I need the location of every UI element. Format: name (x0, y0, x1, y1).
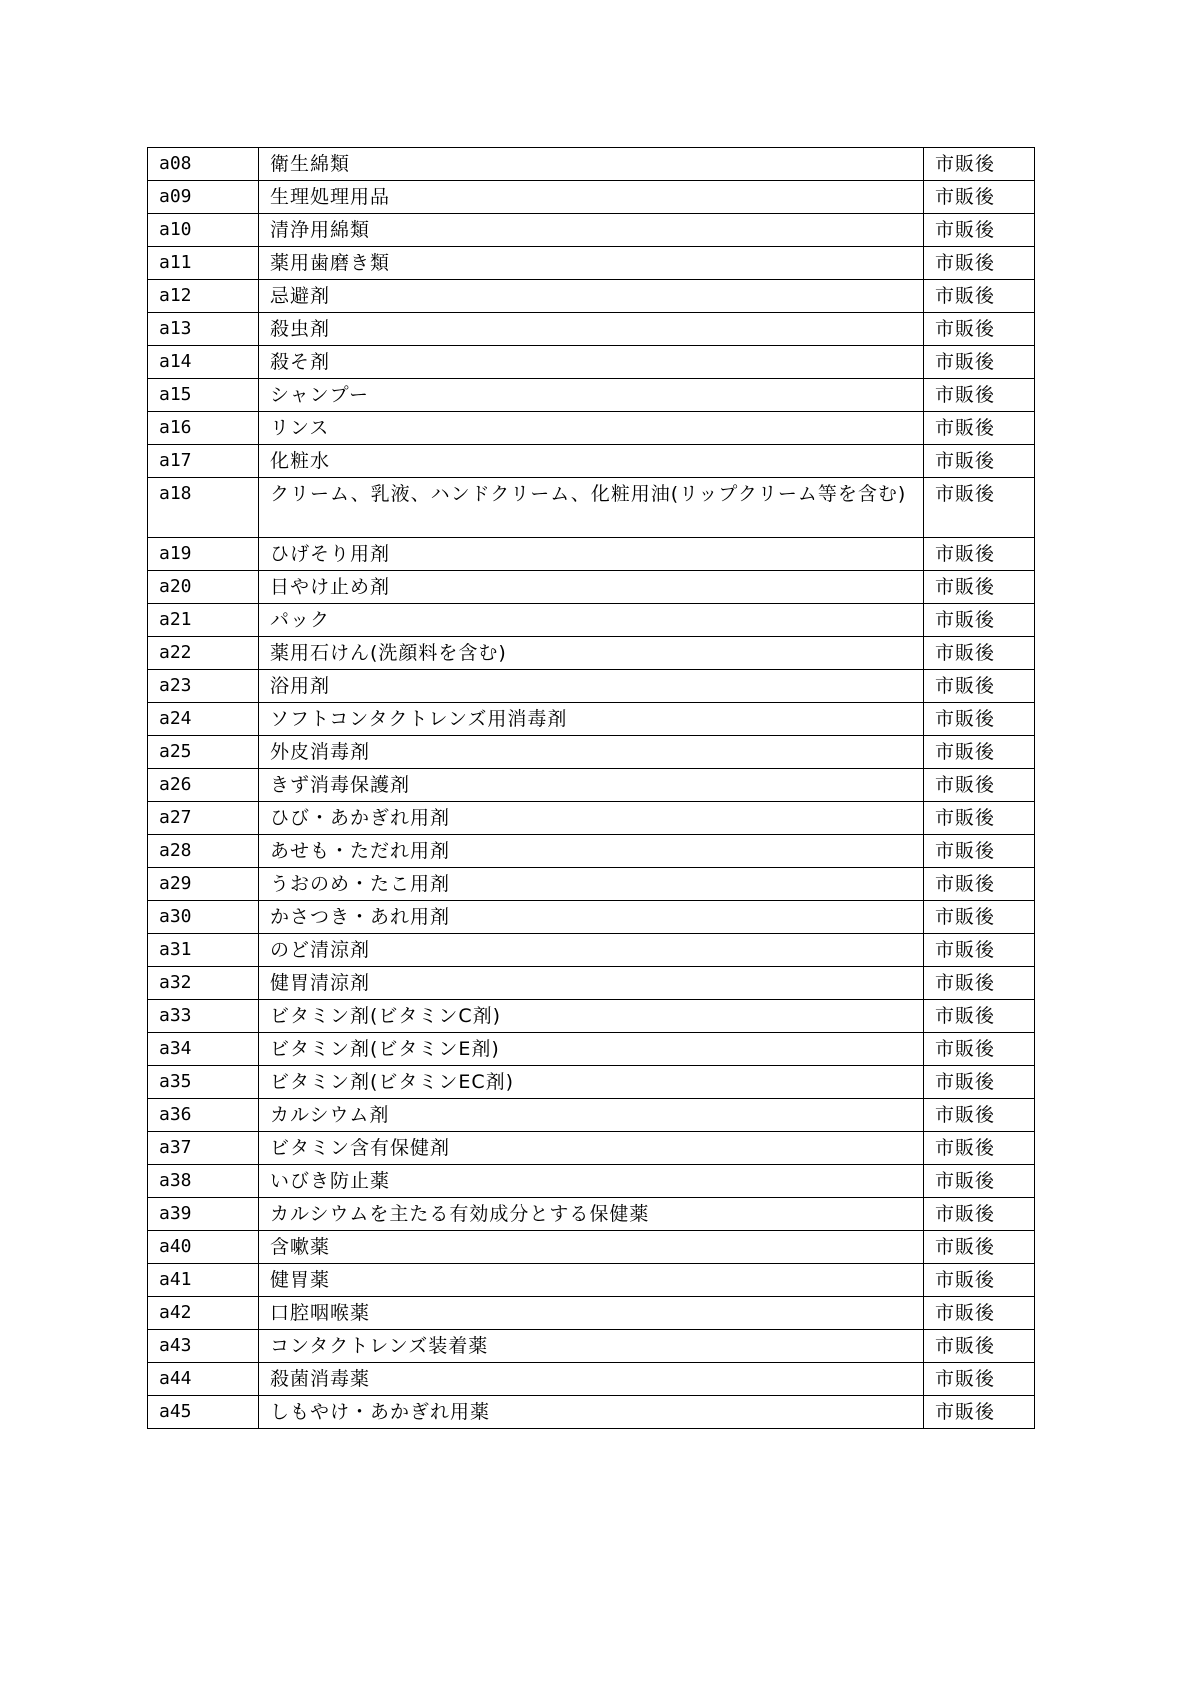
name-cell: リンス (259, 412, 924, 445)
code-cell: a09 (148, 181, 259, 214)
name-cell: のど清涼剤 (259, 934, 924, 967)
code-cell: a08 (148, 148, 259, 181)
table-body (148, 148, 1035, 1429)
code-cell: a39 (148, 1198, 259, 1231)
status-cell: 市販後 (924, 1231, 1035, 1264)
code-cell: a13 (148, 313, 259, 346)
table-row (148, 412, 1035, 445)
name-cell: ビタミン剤(ビタミンC剤) (259, 1000, 924, 1033)
status-cell: 市販後 (924, 148, 1035, 181)
status-cell: 市販後 (924, 637, 1035, 670)
name-cell: ビタミン剤(ビタミンEC剤) (259, 1066, 924, 1099)
name-cell: きず消毒保護剤 (259, 769, 924, 802)
code-cell: a29 (148, 868, 259, 901)
code-cell: a40 (148, 1231, 259, 1264)
table-row (148, 478, 1035, 538)
table-row (148, 1198, 1035, 1231)
status-cell: 市販後 (924, 901, 1035, 934)
status-cell: 市販後 (924, 802, 1035, 835)
status-cell: 市販後 (924, 313, 1035, 346)
table-row (148, 901, 1035, 934)
status-cell: 市販後 (924, 280, 1035, 313)
code-cell: a37 (148, 1132, 259, 1165)
name-cell: うおのめ・たこ用剤 (259, 868, 924, 901)
table-row (148, 1363, 1035, 1396)
status-cell: 市販後 (924, 1066, 1035, 1099)
name-cell: 清浄用綿類 (259, 214, 924, 247)
status-cell: 市販後 (924, 1297, 1035, 1330)
table-row (148, 802, 1035, 835)
table-row (148, 247, 1035, 280)
status-cell: 市販後 (924, 1363, 1035, 1396)
table-row (148, 1033, 1035, 1066)
status-cell: 市販後 (924, 1396, 1035, 1429)
name-cell: 生理処理用品 (259, 181, 924, 214)
status-cell: 市販後 (924, 604, 1035, 637)
code-cell: a11 (148, 247, 259, 280)
code-cell: a31 (148, 934, 259, 967)
table-row (148, 1165, 1035, 1198)
status-cell: 市販後 (924, 346, 1035, 379)
table-row (148, 1330, 1035, 1363)
code-cell: a17 (148, 445, 259, 478)
status-cell: 市販後 (924, 412, 1035, 445)
name-cell: 殺そ剤 (259, 346, 924, 379)
status-cell: 市販後 (924, 670, 1035, 703)
table-row (148, 934, 1035, 967)
status-cell: 市販後 (924, 214, 1035, 247)
code-cell: a23 (148, 670, 259, 703)
status-cell: 市販後 (924, 868, 1035, 901)
table-row (148, 835, 1035, 868)
table-row (148, 148, 1035, 181)
status-cell: 市販後 (924, 379, 1035, 412)
name-cell: 健胃清涼剤 (259, 967, 924, 1000)
code-cell: a25 (148, 736, 259, 769)
code-cell: a15 (148, 379, 259, 412)
table-row (148, 769, 1035, 802)
table-row (148, 736, 1035, 769)
name-cell: いびき防止薬 (259, 1165, 924, 1198)
table-row (148, 637, 1035, 670)
name-cell: 口腔咽喉薬 (259, 1297, 924, 1330)
code-cell: a27 (148, 802, 259, 835)
status-cell: 市販後 (924, 571, 1035, 604)
table-row (148, 1297, 1035, 1330)
code-cell: a12 (148, 280, 259, 313)
status-cell: 市販後 (924, 1165, 1035, 1198)
name-cell: クリーム、乳液、ハンドクリーム、化粧用油(リップクリーム等を含む) (259, 478, 924, 538)
code-cell: a42 (148, 1297, 259, 1330)
status-cell: 市販後 (924, 1198, 1035, 1231)
table-row (148, 1066, 1035, 1099)
code-cell: a18 (148, 478, 259, 538)
code-cell: a43 (148, 1330, 259, 1363)
table-row (148, 1396, 1035, 1429)
table-row (148, 1000, 1035, 1033)
code-cell: a35 (148, 1066, 259, 1099)
status-cell: 市販後 (924, 934, 1035, 967)
code-cell: a14 (148, 346, 259, 379)
status-cell: 市販後 (924, 1099, 1035, 1132)
code-cell: a20 (148, 571, 259, 604)
status-cell: 市販後 (924, 835, 1035, 868)
status-cell: 市販後 (924, 1132, 1035, 1165)
name-cell: 含嗽薬 (259, 1231, 924, 1264)
code-cell: a22 (148, 637, 259, 670)
name-cell: ビタミン剤(ビタミンE剤) (259, 1033, 924, 1066)
table-row (148, 1264, 1035, 1297)
table-row (148, 604, 1035, 637)
table-row (148, 1099, 1035, 1132)
table-row (148, 967, 1035, 1000)
code-cell: a41 (148, 1264, 259, 1297)
name-cell: カルシウム剤 (259, 1099, 924, 1132)
name-cell: コンタクトレンズ装着薬 (259, 1330, 924, 1363)
code-cell: a34 (148, 1033, 259, 1066)
name-cell: 日やけ止め剤 (259, 571, 924, 604)
name-cell: パック (259, 604, 924, 637)
name-cell: 薬用石けん(洗顔料を含む) (259, 637, 924, 670)
status-cell: 市販後 (924, 736, 1035, 769)
status-cell: 市販後 (924, 967, 1035, 1000)
name-cell: しもやけ・あかぎれ用薬 (259, 1396, 924, 1429)
table-row (148, 868, 1035, 901)
name-cell: あせも・ただれ用剤 (259, 835, 924, 868)
name-cell: 薬用歯磨き類 (259, 247, 924, 280)
status-cell: 市販後 (924, 1330, 1035, 1363)
name-cell: 殺虫剤 (259, 313, 924, 346)
code-cell: a32 (148, 967, 259, 1000)
table-row (148, 571, 1035, 604)
table-row (148, 445, 1035, 478)
table-row (148, 346, 1035, 379)
table-row (148, 214, 1035, 247)
code-cell: a10 (148, 214, 259, 247)
status-cell: 市販後 (924, 247, 1035, 280)
table-row (148, 1231, 1035, 1264)
name-cell: ひび・あかぎれ用剤 (259, 802, 924, 835)
table-row (148, 181, 1035, 214)
code-cell: a16 (148, 412, 259, 445)
status-cell: 市販後 (924, 445, 1035, 478)
code-cell: a44 (148, 1363, 259, 1396)
code-cell: a45 (148, 1396, 259, 1429)
name-cell: ビタミン含有保健剤 (259, 1132, 924, 1165)
status-cell: 市販後 (924, 703, 1035, 736)
name-cell: シャンプー (259, 379, 924, 412)
code-cell: a28 (148, 835, 259, 868)
name-cell: ソフトコンタクトレンズ用消毒剤 (259, 703, 924, 736)
table-row (148, 280, 1035, 313)
status-cell: 市販後 (924, 181, 1035, 214)
code-cell: a33 (148, 1000, 259, 1033)
name-cell: ひげそり用剤 (259, 538, 924, 571)
status-cell: 市販後 (924, 478, 1035, 538)
code-cell: a19 (148, 538, 259, 571)
name-cell: 衛生綿類 (259, 148, 924, 181)
product-category-table (147, 147, 1035, 1429)
name-cell: 浴用剤 (259, 670, 924, 703)
name-cell: 殺菌消毒薬 (259, 1363, 924, 1396)
status-cell: 市販後 (924, 1264, 1035, 1297)
table-row (148, 670, 1035, 703)
status-cell: 市販後 (924, 538, 1035, 571)
code-cell: a26 (148, 769, 259, 802)
name-cell: 健胃薬 (259, 1264, 924, 1297)
status-cell: 市販後 (924, 1000, 1035, 1033)
name-cell: カルシウムを主たる有効成分とする保健薬 (259, 1198, 924, 1231)
code-cell: a38 (148, 1165, 259, 1198)
name-cell: かさつき・あれ用剤 (259, 901, 924, 934)
code-cell: a36 (148, 1099, 259, 1132)
name-cell: 外皮消毒剤 (259, 736, 924, 769)
table-row (148, 703, 1035, 736)
name-cell: 化粧水 (259, 445, 924, 478)
code-cell: a24 (148, 703, 259, 736)
table-row (148, 379, 1035, 412)
table-row (148, 538, 1035, 571)
table-row (148, 313, 1035, 346)
code-cell: a21 (148, 604, 259, 637)
name-cell: 忌避剤 (259, 280, 924, 313)
status-cell: 市販後 (924, 1033, 1035, 1066)
table-row (148, 1132, 1035, 1165)
code-cell: a30 (148, 901, 259, 934)
status-cell: 市販後 (924, 769, 1035, 802)
